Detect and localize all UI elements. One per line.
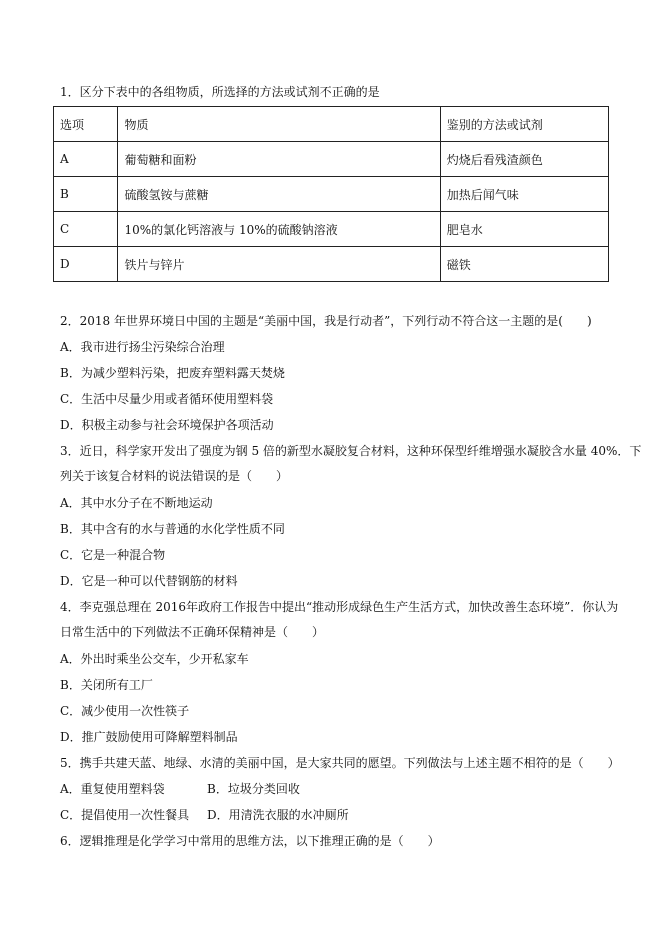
q5-option-b: B．垃圾分类回收: [207, 782, 300, 796]
q3-stem-line2: 列关于该复合材料的说法错误的是（ ）: [60, 469, 289, 483]
q3-option-a: A．其中水分子在不断地运动: [60, 496, 213, 510]
q5-option-c: C．提倡使用一次性餐具: [60, 808, 190, 822]
table-cell: 加热后闻气味: [440, 177, 608, 212]
table-cell: B: [54, 177, 118, 212]
table-cell: 10%的氯化钙溶液与 10%的硫酸钠溶液: [118, 212, 440, 247]
q2-option-b: B．为减少塑料污染，把废弃塑料露天焚烧: [60, 366, 285, 380]
q5-option-d: D．用清洗衣服的水冲厕所: [207, 808, 349, 822]
q1-table: [53, 106, 609, 282]
table-cell: 硫酸氢铵与蔗糖: [118, 177, 440, 212]
q2-stem: 2．2018 年世界环境日中国的主题是“美丽中国，我是行动者”，下列行动不符合这一主题的是( ): [60, 314, 592, 328]
q2-option-c: C．生活中尽量少用或者循环使用塑料袋: [60, 392, 274, 406]
q6-stem: 6．逻辑推理是化学学习中常用的思维方法，以下推理正确的是（ ）: [60, 834, 440, 848]
table-cell: 铁片与锌片: [118, 247, 440, 282]
table-cell: 肥皂水: [440, 212, 608, 247]
table-row: [54, 212, 609, 247]
table-row: [54, 247, 609, 282]
q1-stem: 1．区分下表中的各组物质，所选择的方法或试剂不正确的是: [60, 85, 380, 99]
q4-option-a: A．外出时乘坐公交车，少开私家车: [60, 652, 249, 666]
table-cell: A: [54, 142, 118, 177]
table-cell: C: [54, 212, 118, 247]
q3-option-c: C．它是一种混合物: [60, 548, 166, 562]
table-cell: D: [54, 247, 118, 282]
q4-stem-line2: 日常生活中的下列做法不正确环保精神是（ ）: [60, 625, 325, 639]
table-cell: 灼烧后看残渣颜色: [440, 142, 608, 177]
table-row: [54, 177, 609, 212]
q3-option-d: D．它是一种可以代替钢筋的材料: [60, 574, 238, 588]
q4-stem-line1: 4．李克强总理在 2016年政府工作报告中提出“推动形成绿色生产生活方式，加快改善生态环境”．你认为: [60, 600, 619, 614]
q4-option-c: C．减少使用一次性筷子: [60, 704, 190, 718]
table-row: [54, 142, 609, 177]
q2-option-d: D．积极主动参与社会环境保护各项活动: [60, 418, 274, 432]
q4-option-d: D．推广鼓励使用可降解塑料制品: [60, 730, 238, 744]
q5-stem: 5．携手共建天蓝、地绿、水清的美丽中国，是大家共同的愿望。下列做法与上述主题不相符的是（ ）: [60, 756, 620, 770]
table-cell: 磁铁: [440, 247, 608, 282]
q4-option-b: B．关闭所有工厂: [60, 678, 153, 692]
q3-option-b: B．其中含有的水与普通的水化学性质不同: [60, 522, 285, 536]
table-header-option: 选项: [54, 107, 118, 142]
table-header-substance: 物质: [118, 107, 440, 142]
q3-stem-line1: 3．近日，科学家开发出了强度为钢 5 倍的新型水凝胶复合材料，这种环保型纤维增强水凝胶含水量 40%．下: [60, 444, 642, 458]
q2-option-a: A．我市进行扬尘污染综合治理: [60, 340, 225, 354]
table-header-row: [54, 107, 609, 142]
table-cell: 葡萄糖和面粉: [118, 142, 440, 177]
table-header-method: 鉴别的方法或试剂: [440, 107, 608, 142]
q5-option-a: A．重复使用塑料袋: [60, 782, 165, 796]
